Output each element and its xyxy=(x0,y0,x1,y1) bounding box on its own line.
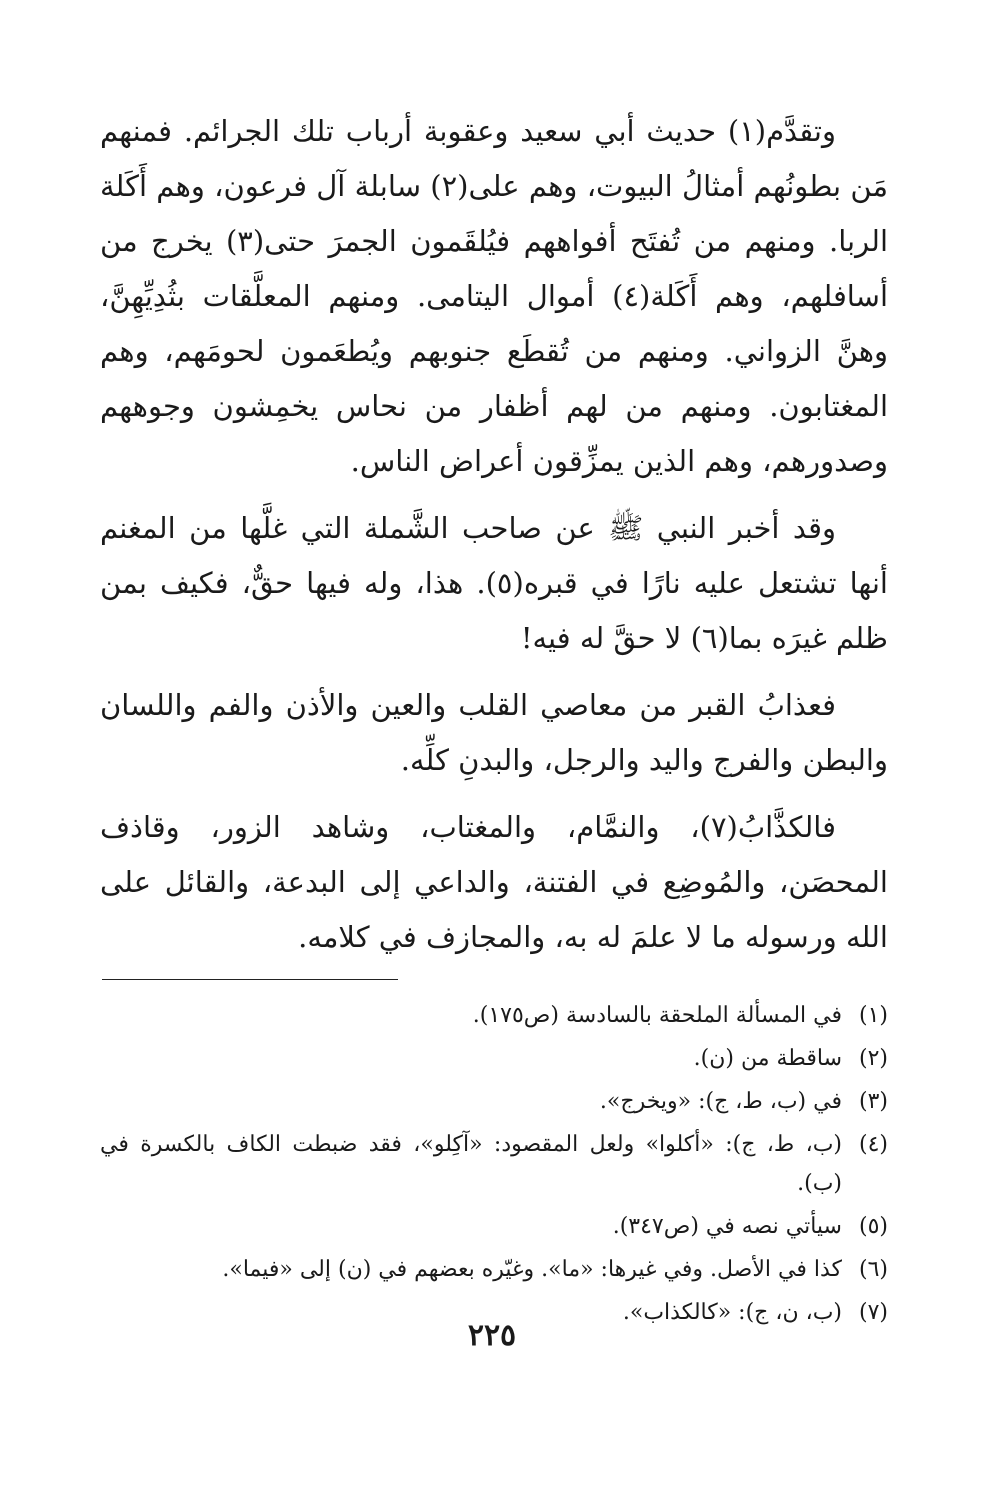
footnote-number: (٦) xyxy=(858,1257,888,1282)
footnote-number: (٢) xyxy=(858,1046,888,1071)
footnote-text: سيأتي نصه في (ص٣٤٧). xyxy=(612,1214,842,1239)
footnote-text: في (ب، ط، ج): «ويخرج». xyxy=(599,1089,842,1114)
footnote-text: في المسألة الملحقة بالسادسة (ص١٧٥). xyxy=(472,1003,842,1028)
footnote-5 xyxy=(100,1207,888,1246)
footnote-number: (٧) xyxy=(858,1300,888,1325)
footnote-4 xyxy=(100,1125,888,1203)
body-paragraph-4: فالكذَّابُ(٧)، والنمَّام، والمغتاب، وشاهد الزور، وقاذف المحصَن، والمُوضِع في الفتنة، والداعي إلى البدعة، والقائل على الله ورسوله ما لا علمَ له به، والمجازف في كلامه. xyxy=(100,810,888,954)
body-paragraph-2: وقد أخبر النبي ﷺ عن صاحب الشَّملة التي غلَّها من المغنم أنها تشتعل عليه نارًا في قبره(٥). هذا، وله فيها حقٌّ، فكيف بمن ظلم غيرَه بما(٦) لا حقَّ له فيه! xyxy=(100,511,888,655)
page-number: ٢٢٥ xyxy=(467,1318,517,1353)
footnotes-list xyxy=(100,996,888,1332)
footnote-1 xyxy=(100,996,888,1035)
page-content xyxy=(100,104,888,1336)
footnote-3 xyxy=(100,1082,888,1121)
footnote-2 xyxy=(100,1039,888,1078)
body-paragraph-1: وتقدَّم(١) حديث أبي سعيد وعقوبة أرباب تلك الجرائم. فمنهم مَن بطونُهم أمثالُ البيوت، وهم على(٢) سابلة آل فرعون، وهم أَكَلة الربا. ومنهم من تُفتَح أفواههم فيُلقَمون الجمرَ حتى(٣) يخرج من أسافلهم، وهم أَكَلة(٤) أموال اليتامى. ومنهم المعلَّقات بثُدِيِّهِنَّ، وهنَّ الزواني. ومنهم من تُقطَع جنوبهم ويُطعَمون لحومَهم، وهم المغتابون. ومنهم من لهم أظفار من نحاس يخمِشون وجوههم وصدورهم، وهم الذين يمزِّقون أعراض الناس. xyxy=(100,114,888,478)
footnote-text: (ب، ن، ج): «كالكذاب». xyxy=(622,1300,842,1325)
footnote-number: (٣) xyxy=(858,1089,888,1114)
footnote-number: (٥) xyxy=(858,1214,888,1239)
footnote-number: (٤) xyxy=(858,1132,888,1157)
footnote-text: كذا في الأصل. وفي غيرها: «ما». وغيّره بعضهم في (ن) إلى «فيما». xyxy=(222,1257,842,1282)
footnote-separator xyxy=(102,979,398,980)
footnote-6 xyxy=(100,1250,888,1289)
footnote-text: ساقطة من (ن). xyxy=(693,1046,842,1071)
footnote-number: (١) xyxy=(858,1003,888,1028)
body-paragraph-3: فعذابُ القبر من معاصي القلب والعين والأذن والفم واللسان والبطن والفرج واليد والرجل، والبدنِ كلِّه. xyxy=(100,688,888,777)
footnote-text: (ب، ط، ج): «أكلوا» ولعل المقصود: «آكِلو»، فقد ضبطت الكاف بالكسرة في (ب). xyxy=(100,1132,842,1196)
